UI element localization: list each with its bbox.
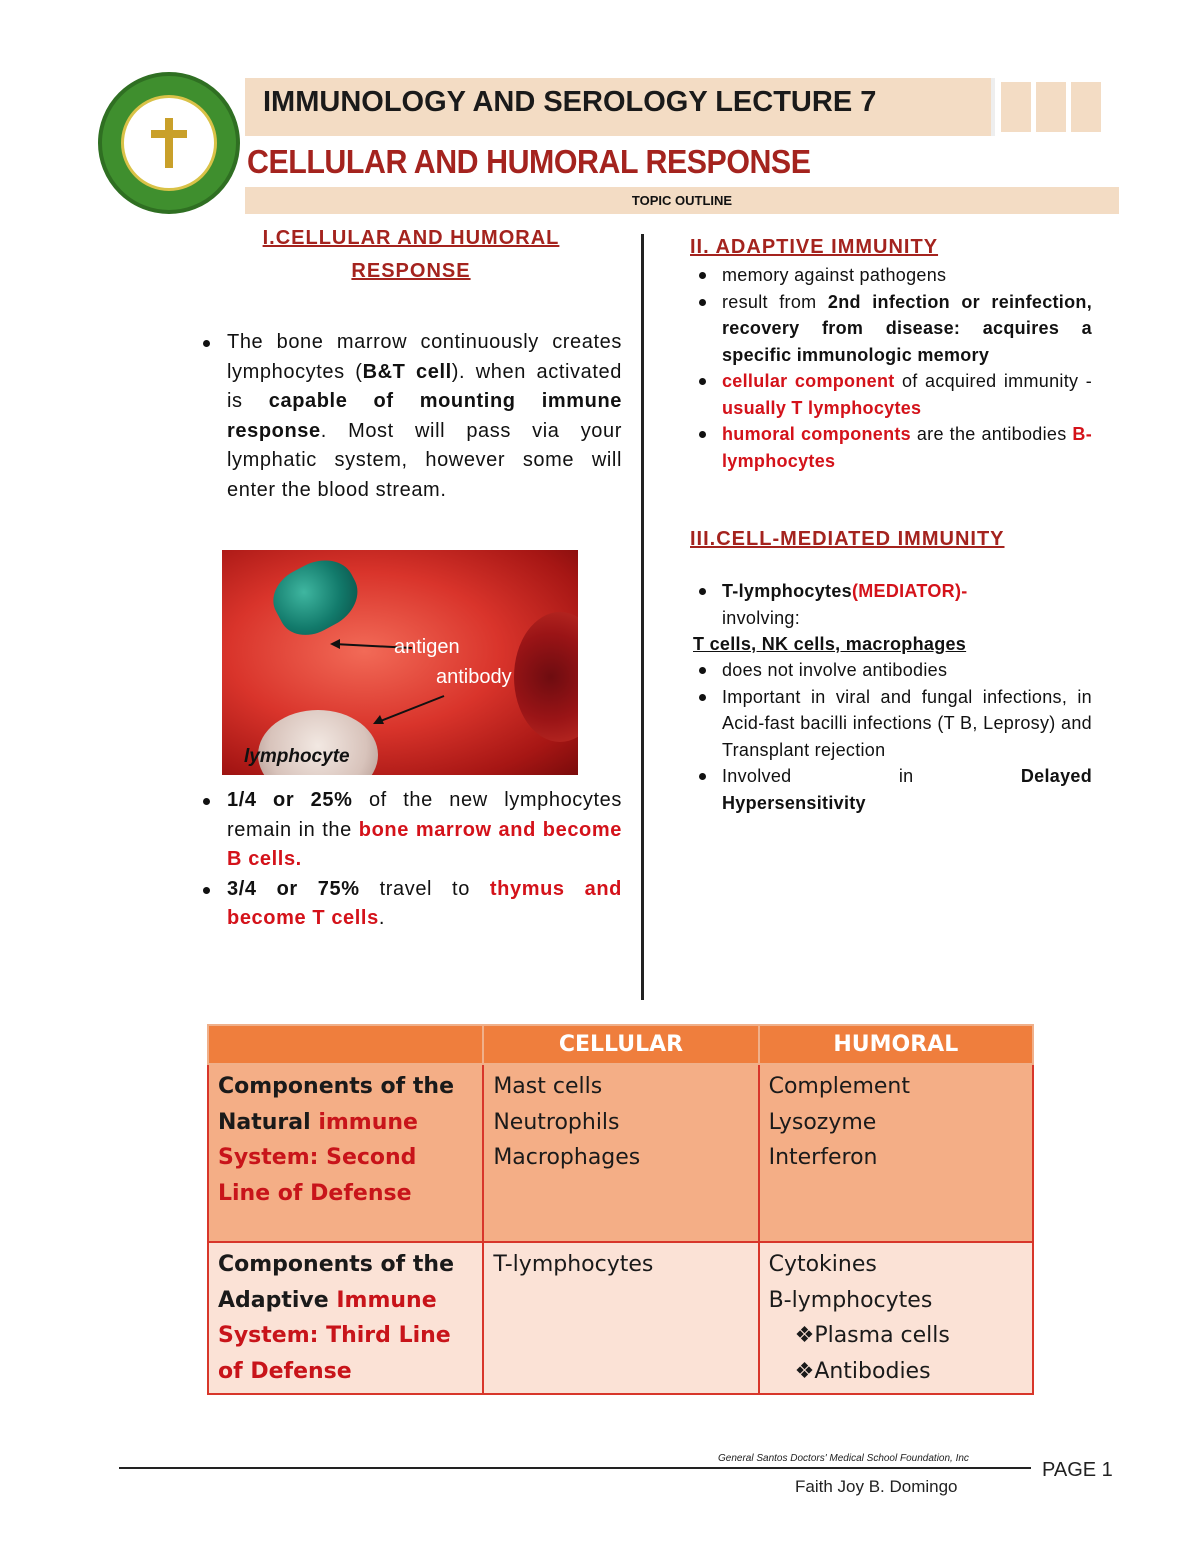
section-1-heading xyxy=(200,222,622,288)
list-item: humoral components are the antibodies B-lymphocytes xyxy=(690,421,1092,474)
section-1-list-2 xyxy=(200,786,622,934)
header-tab xyxy=(1071,82,1101,132)
label-antibody: antibody xyxy=(436,666,512,688)
cell-item: Interferon xyxy=(768,1145,878,1170)
cell-natural-humoral xyxy=(759,1064,1033,1242)
lecture-title: IMMUNOLOGY AND SEROLOGY LECTURE 7 xyxy=(263,86,877,118)
topic-outline-label: TOPIC OUTLINE xyxy=(631,193,733,208)
list-item: 3/4 or 75% travel to thymus and become T cells. xyxy=(200,875,622,934)
footer-organization: General Santos Doctors' Medical School Foundation, Inc xyxy=(718,1453,969,1464)
table-row xyxy=(208,1064,1033,1242)
list-item: does not involve antibodies xyxy=(690,657,1092,684)
label-antigen: antigen xyxy=(394,636,460,658)
list-item: Important in viral and fungal infections, in Acid-fast bacilli infections (T B, Leprosy) and Transplant rejection xyxy=(690,684,1092,764)
cell-item: Neutrophils xyxy=(493,1109,620,1135)
list-item: cellular component of acquired immunity -usually T lymphocytes xyxy=(690,368,1092,421)
cell-adaptive-cellular xyxy=(483,1242,758,1394)
column-divider xyxy=(641,234,644,1000)
footer-rule xyxy=(119,1467,1031,1469)
footer-author: Faith Joy B. Domingo xyxy=(795,1477,958,1496)
col-header-cellular: CELLULAR xyxy=(483,1025,758,1064)
cell-item: Mast cells xyxy=(493,1074,603,1099)
section-1-heading-line2: RESPONSE xyxy=(351,260,471,282)
cell-item: Lysozyme xyxy=(768,1109,877,1135)
cell-subitem: ❖Antibodies xyxy=(794,1358,931,1384)
figure-arrows xyxy=(222,550,578,775)
section-1-heading-line1: I.CELLULAR AND HUMORAL xyxy=(262,227,560,249)
page-number: PAGE 1 xyxy=(1042,1459,1113,1481)
cell-adaptive-humoral xyxy=(759,1242,1033,1394)
cell-subitem: ❖Plasma cells xyxy=(794,1323,950,1348)
cell-item: Complement xyxy=(768,1074,910,1099)
section-2-heading: II. ADAPTIVE IMMUNITY xyxy=(690,236,939,258)
section-2-list xyxy=(690,262,1092,474)
topic-outline-band xyxy=(245,187,1119,214)
cell-item: T-lymphocytes xyxy=(493,1252,654,1277)
page-subtitle: CELLULAR AND HUMORAL RESPONSE xyxy=(247,143,811,180)
school-logo xyxy=(98,72,240,214)
right-column xyxy=(690,232,1092,816)
logo-emblem xyxy=(121,95,217,191)
comparison-table xyxy=(207,1024,1034,1395)
list-item: Involved in Delayed Hypersensitivity xyxy=(690,763,1092,816)
table-header-row xyxy=(208,1025,1033,1064)
list-item: The bone marrow continuously creates lymphocytes (B&T cell). when activated is capable of mounting immune response. Most will pass via your lymphatic system, however some will enter the blood stream. xyxy=(200,328,622,505)
table-row xyxy=(208,1242,1033,1394)
cell-types-line: T cells, NK cells, macrophages xyxy=(693,634,967,654)
list-item: T-lymphocytes(MEDIATOR)- involving: xyxy=(690,578,1092,631)
list-item: memory against pathogens xyxy=(690,262,1092,289)
section-1-list xyxy=(200,328,622,505)
title-band xyxy=(245,78,995,136)
cell-item: Cytokines xyxy=(768,1252,877,1277)
row-header-natural: Components of the Natural immune System: Second Line of Defense xyxy=(208,1064,483,1242)
section-3-list xyxy=(690,578,1092,631)
section-3-heading: III.CELL-MEDIATED IMMUNITY xyxy=(690,528,1005,550)
cell-item: Macrophages xyxy=(493,1145,641,1170)
antigen-antibody-figure xyxy=(222,550,578,775)
cell-item: B-lymphocytes xyxy=(768,1287,933,1313)
table-corner xyxy=(208,1025,483,1064)
label-lymphocyte: lymphocyte xyxy=(244,746,350,767)
list-item: result from 2nd infection or reinfection, recovery from disease: acquires a specific immunologic memory xyxy=(690,289,1092,369)
header-tab xyxy=(1036,82,1066,132)
caduceus-icon xyxy=(151,118,187,168)
header-tab xyxy=(1001,82,1031,132)
col-header-humoral: HUMORAL xyxy=(759,1025,1033,1064)
row-header-adaptive: Components of the Adaptive Immune System: Third Line of Defense xyxy=(208,1242,483,1394)
list-item: 1/4 or 25% of the new lymphocytes remain in the bone marrow and become B cells. xyxy=(200,786,622,875)
cell-natural-cellular xyxy=(483,1064,758,1242)
section-3-list-2 xyxy=(690,657,1092,816)
